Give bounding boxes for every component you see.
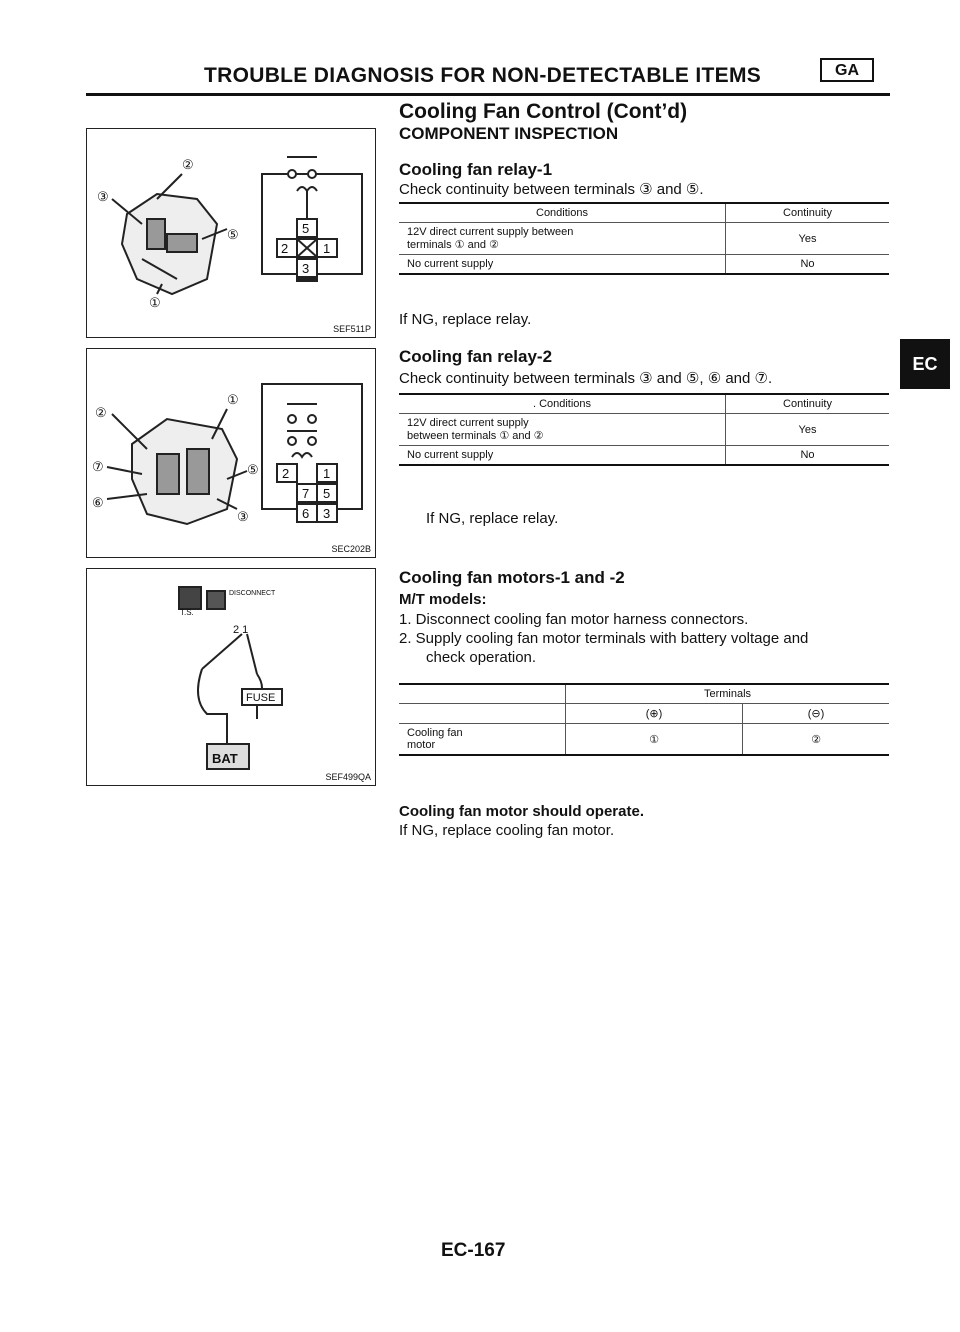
ts-label: T.S. <box>180 608 194 617</box>
header-cell: . Conditions <box>532 398 592 410</box>
minus-value-cell: ② <box>743 724 890 756</box>
empty-cell <box>399 684 566 704</box>
terminal-label: ③ <box>237 509 249 524</box>
result-cell: Yes <box>726 223 890 255</box>
relay-2-diagram <box>87 349 375 557</box>
empty-cell <box>399 704 566 724</box>
table-row <box>399 704 889 724</box>
plus-value-cell: ① <box>566 724 743 756</box>
figure-code: SEC202B <box>331 544 371 554</box>
relay-pin-label: 2 <box>281 241 289 256</box>
relay-pin-label: 6 <box>302 506 310 521</box>
ec-section-tab: EC <box>900 339 950 389</box>
terminal-label: ② <box>95 405 107 420</box>
motors-title: Cooling fan motors-1 and -2 <box>399 568 625 587</box>
figure-motor-test <box>86 568 376 786</box>
table-row <box>399 446 889 466</box>
terminal-label: ⑦ <box>92 459 104 474</box>
relay-pin-label: 1 <box>323 241 331 256</box>
disconnect-label: DISCONNECT <box>229 590 276 597</box>
motors-result: Cooling fan motor should operate. <box>399 803 644 820</box>
row-label-line: Cooling fan <box>407 727 463 739</box>
header-cell: Continuity <box>726 394 890 414</box>
header-title: TROUBLE DIAGNOSIS FOR NON-DETECTABLE ITEMS <box>204 64 762 87</box>
table-row <box>399 203 889 223</box>
relay-pin-label: 5 <box>323 486 331 501</box>
motors-model: M/T models: <box>399 591 487 608</box>
figure-relay-2 <box>86 348 376 558</box>
table-row <box>399 684 889 704</box>
table-row <box>399 255 889 275</box>
row-label-line: motor <box>407 739 436 751</box>
table-row <box>399 414 889 446</box>
relay1-note: If NG, replace relay. <box>399 311 532 328</box>
condition-line: terminals ① and ② <box>407 239 499 251</box>
ga-badge: GA <box>820 58 874 82</box>
header-cell: Continuity <box>726 203 890 223</box>
row-label-cell <box>399 724 566 756</box>
motors-step: check operation. <box>426 649 537 666</box>
header-cell: Conditions <box>536 207 588 219</box>
relay1-table <box>399 202 889 275</box>
page-number: EC-167 <box>441 1240 506 1261</box>
table-row <box>399 223 889 255</box>
relay-1-diagram <box>87 129 375 337</box>
table-row <box>399 724 889 756</box>
relay-pin-label: 7 <box>302 486 310 501</box>
figure-code: SEF511P <box>333 324 371 334</box>
terminal-label: ① <box>149 295 161 310</box>
section-title: Cooling Fan Control (Cont’d) <box>399 100 688 123</box>
group-header-cell: Terminals <box>566 684 890 704</box>
relay2-title: Cooling fan relay-2 <box>399 347 553 366</box>
motors-table <box>399 683 889 756</box>
motors-step: 2. Supply cooling fan motor terminals with battery voltage and <box>399 630 809 647</box>
section-subtitle: COMPONENT INSPECTION <box>399 124 619 143</box>
relay-pin-label: 3 <box>302 261 310 276</box>
header-rule <box>86 93 890 96</box>
terminal-label: ③ <box>97 189 109 204</box>
connector-label: 2 1 <box>233 624 249 636</box>
fuse-label: FUSE <box>246 692 276 704</box>
terminal-label: ⑥ <box>92 495 104 510</box>
motors-note: If NG, replace cooling fan motor. <box>399 822 615 839</box>
relay1-title: Cooling fan relay-1 <box>399 160 553 179</box>
relay2-instruction: Check continuity between terminals ③ and ⑤, ⑥ and ⑦. <box>399 370 773 387</box>
condition-cell: No current supply <box>407 258 494 270</box>
relay-pin-label: 2 <box>282 466 290 481</box>
relay2-table <box>399 393 889 466</box>
motor-test-diagram <box>87 569 375 785</box>
terminal-label: ① <box>227 392 239 407</box>
relay-pin-label: 5 <box>302 221 310 236</box>
motors-step: 1. Disconnect cooling fan motor harness connectors. <box>399 611 749 628</box>
condition-cell <box>399 223 726 255</box>
relay1-instruction: Check continuity between terminals ③ and ⑤. <box>399 181 704 198</box>
condition-cell <box>399 414 726 446</box>
terminal-label: ② <box>182 157 194 172</box>
relay-pin-label: 3 <box>323 506 331 521</box>
result-cell: No <box>726 255 890 275</box>
result-cell: No <box>726 446 890 466</box>
relay-pin-label: 1 <box>323 466 331 481</box>
condition-line: between terminals ① and ② <box>407 430 544 442</box>
battery-label: BAT <box>212 751 238 766</box>
terminal-label: ⑤ <box>227 227 239 242</box>
condition-line: 12V direct current supply between <box>407 226 574 238</box>
minus-header-cell: (⊖) <box>743 704 890 724</box>
result-cell: Yes <box>726 414 890 446</box>
relay2-note: If NG, replace relay. <box>426 510 559 527</box>
figure-code: SEF499QA <box>325 772 371 782</box>
plus-header-cell: (⊕) <box>566 704 743 724</box>
condition-cell: No current supply <box>407 449 494 461</box>
terminal-label: ⑤ <box>247 462 259 477</box>
condition-line: 12V direct current supply <box>407 417 529 429</box>
figure-relay-1 <box>86 128 376 338</box>
table-row <box>399 394 889 414</box>
